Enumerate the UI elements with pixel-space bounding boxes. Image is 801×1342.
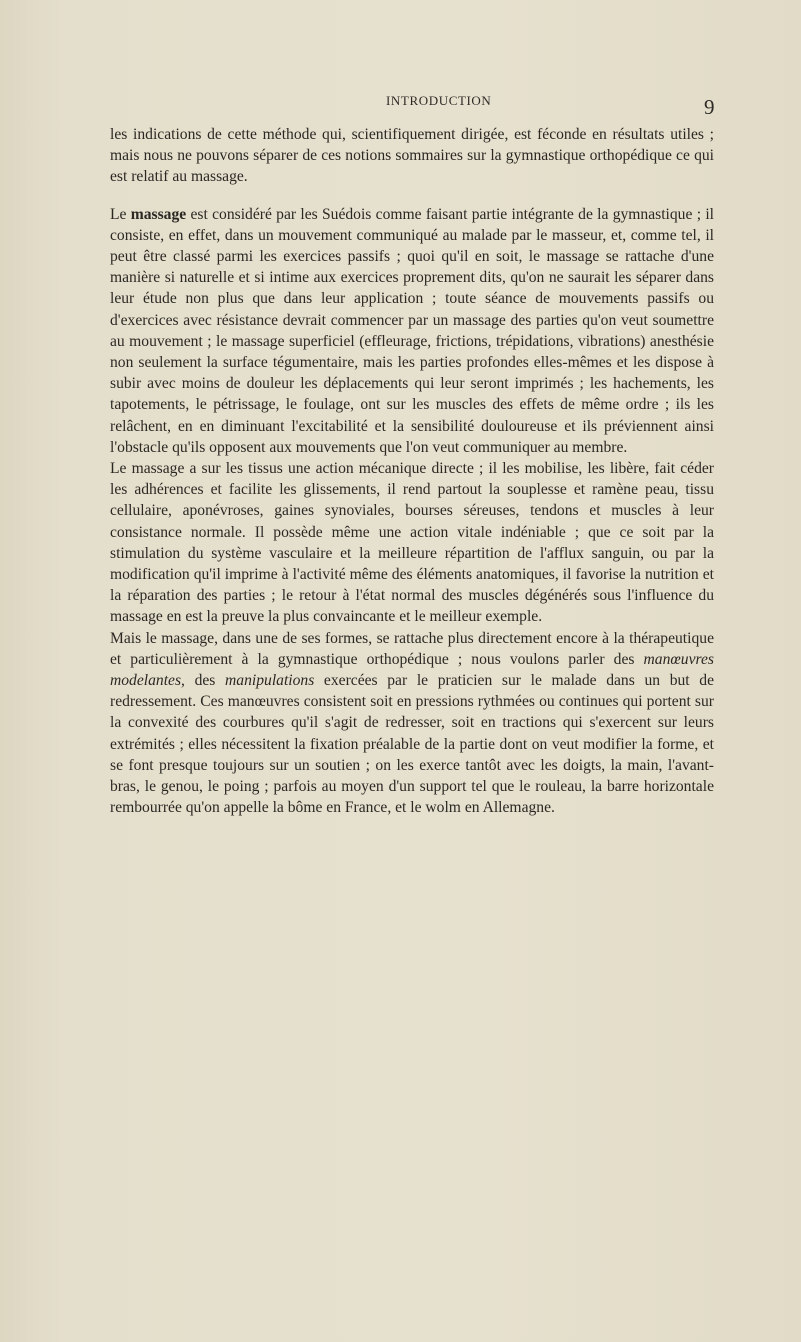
paragraph-2-rest: est considéré par les Suédois comme faisant partie intégrante de la gymnastique ; il consiste, en effet, dans un mouvement communiqué au malade par le masseur, et, comme tel, il peut être classé parmi les exercices passifs ; quoi qu'il en soit, le massage se rattache d'une manière si naturelle et si intime aux exercices proprement dits, qu'on ne saurait les séparer dans leur étude non plus que dans leur application ; toute séance de mouvements passifs ou d'exercices avec résistance devrait commencer par un massage des parties qu'on veut soumettre au mouvement ; le massage superficiel (effleurage, frictions, trépidations, vibrations) anesthésie non seulement la surface tégumentaire, mais les parties profondes elles-mêmes et les dispose à subir avec moins de douleur les déplacements qui leur seront imprimés ; les hachements, les tapotements, le pétrissage, le foulage, ont sur les muscles des effets de même ordre ; ils les relâchent, en en diminuant l'excitabilité et la sensibilité douloureuse et ils préviennent ainsi l'obstacle qu'ils opposent aux mouvements que l'on veut communiquer au membre. [110,205,714,456]
running-head: INTRODUCTION [386,93,492,108]
paragraph-2 [110,204,714,458]
page-body [110,124,714,819]
term-manipulations: manipulations [225,672,315,690]
paragraph-1: les indications de cette méthode qui, scientifiquement dirigée, est féconde en résultats utiles ; mais nous ne pouvons séparer de ces notions sommaires sur la gymnastique orthopédique ce qui est relatif au massage. [110,126,714,186]
paragraph-3: Le massage a sur les tissus une action mécanique directe ; il les mobilise, les libère, fait céder les adhérences et facilite les glissements, il rend partout la souplesse et ramène peau, tissu cellulaire, aponévroses, gaines synoviales, bourses séreuses, tendons et muscles à leur consistance normale. Il possède même une action vitale indéniable ; que ce soit par la stimulation du système vasculaire et la meilleure répartition de l'afflux sanguin, ou par la modification qu'il imprime à l'activité même des éléments anatomiques, il favorise la nutrition et la réparation des parties ; le retour à l'état normal des muscles dégénérés sous l'influence du massage en est la preuve la plus convaincante et le meilleur exemple. [110,460,714,626]
page-header [0,93,801,117]
paragraph-4-mid: , des [181,672,226,690]
term-manoeuvres-modelantes: manœuvres modelantes [110,650,714,690]
paragraph-2-start: Le [110,205,131,223]
term-massage: massage [130,205,187,223]
page-number: 9 [704,95,715,119]
paragraph-4 [110,628,714,819]
paragraph-4-rest: exercées par le praticien sur le malade dans un but de redressement. Ces manœuvres consistent soit en pressions rythmées ou continues qui portent sur la convexité des courbures qu'il s'agit de redresser, soit en tractions qui s'exercent sur leurs extrémités ; elles nécessitent la fixation préalable de la partie dont on veut modifier la forme, et se font presque toujours sur un soutien ; on les exerce tantôt avec les doigts, la main, l'avant-bras, le genou, le poing ; parfois au moyen d'un support tel que le rouleau, la barre horizontale rembourrée qu'on appelle la bôme en France, et le wolm en Allemagne. [110,672,714,817]
paragraph-4-start: Mais le massage, dans une de ses formes, se rattache plus directement encore à la thérapeutique et particulièrement à la gymnastique orthopédique ; nous voulons parler des [110,629,714,668]
